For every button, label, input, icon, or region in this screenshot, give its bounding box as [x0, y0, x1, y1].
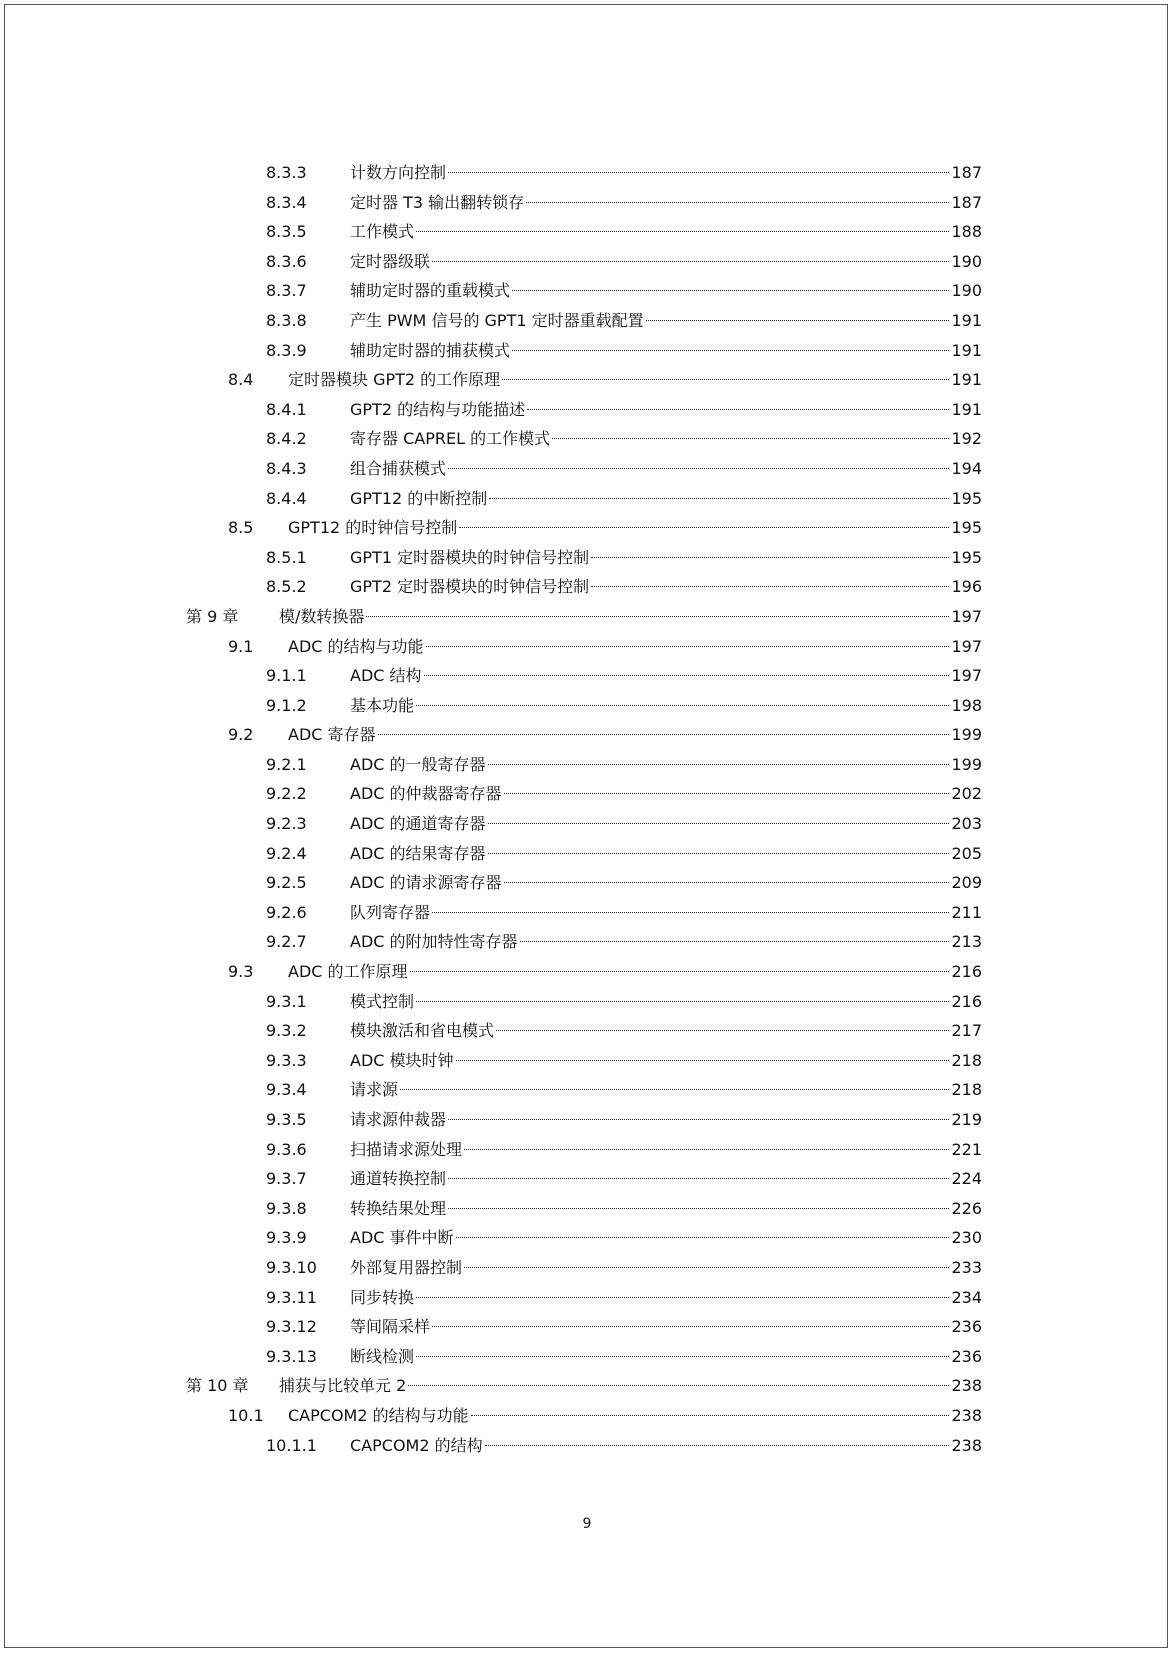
toc-entry-page: 216 [951, 991, 982, 1011]
toc-entry-title: 定时器级联 [350, 251, 431, 271]
toc-entry-page: 194 [951, 458, 982, 478]
toc-entry-page: 197 [951, 606, 982, 626]
page-number: 9 [582, 1516, 592, 1532]
toc-entry-title: GPT12 的时钟信号控制 [288, 518, 458, 538]
toc-entry[interactable] [186, 602, 982, 632]
toc-entry-page: 191 [951, 370, 982, 390]
toc-dot-leader [416, 705, 949, 706]
toc-entry[interactable] [186, 336, 982, 366]
toc-dot-leader [591, 557, 949, 558]
toc-entry-number: 8.3.7 [266, 281, 307, 301]
toc-entry-page: 196 [951, 577, 982, 597]
toc-entry-title: 模式控制 [350, 991, 415, 1011]
toc-dot-leader [456, 1237, 950, 1238]
toc-entry-page: 187 [951, 192, 982, 212]
toc-entry-title: 模/数转换器 [279, 606, 365, 626]
toc-entry-page: 188 [951, 222, 982, 242]
toc-entry-title: ADC 的一般寄存器 [350, 754, 486, 774]
toc-entry[interactable] [186, 247, 982, 277]
toc-entry-number: 第 9 章 [186, 606, 239, 626]
toc-entry-number: 10.1 [228, 1405, 264, 1425]
toc-entry[interactable] [186, 1075, 982, 1105]
toc-dot-leader [488, 853, 950, 854]
toc-entry[interactable] [186, 809, 982, 839]
toc-entry-number: 9.2.2 [266, 784, 307, 804]
toc-entry[interactable] [186, 424, 982, 454]
toc-dot-leader [426, 646, 950, 647]
toc-dot-leader [400, 1089, 949, 1090]
toc-entry-title: 扫描请求源处理 [350, 1139, 463, 1159]
toc-dot-leader [424, 675, 950, 676]
toc-entry-page: 236 [951, 1346, 982, 1366]
toc-entry-number: 9.1.2 [266, 695, 307, 715]
toc-entry-page: 234 [951, 1287, 982, 1307]
toc-entry-page: 190 [951, 281, 982, 301]
toc-dot-leader [432, 1326, 949, 1327]
toc-entry[interactable] [186, 188, 982, 218]
toc-entry[interactable] [186, 395, 982, 425]
toc-dot-leader [646, 320, 950, 321]
toc-entry[interactable] [186, 454, 982, 484]
toc-entry-title: 同步转换 [350, 1287, 415, 1307]
toc-entry-number: 9.3.8 [266, 1198, 307, 1218]
toc-entry-title: ADC 的工作原理 [288, 962, 408, 982]
toc-entry-title: CAPCOM2 的结构 [350, 1435, 483, 1455]
toc-entry[interactable] [186, 927, 982, 957]
toc-entry[interactable] [186, 1401, 982, 1431]
toc-entry-number: 9.3.12 [266, 1317, 317, 1337]
toc-entry-number: 9.3.3 [266, 1050, 307, 1070]
toc-entry[interactable] [186, 1371, 982, 1401]
toc-dot-leader [520, 941, 950, 942]
toc-entry-title: 模块激活和省电模式 [350, 1021, 495, 1041]
toc-entry-number: 8.4.2 [266, 429, 307, 449]
toc-entry-page: 218 [951, 1050, 982, 1070]
toc-entry-number: 9.2.3 [266, 814, 307, 834]
toc-entry-title: 等间隔采样 [350, 1317, 431, 1337]
toc-entry[interactable] [186, 572, 982, 602]
toc-entry-title: ADC 模块时钟 [350, 1050, 454, 1070]
toc-dot-leader [504, 882, 950, 883]
toc-entry-title: 定时器模块 GPT2 的工作原理 [288, 370, 501, 390]
toc-entry[interactable] [186, 839, 982, 869]
toc-entry-number: 9.2.7 [266, 932, 307, 952]
toc-entry-number: 9.3.6 [266, 1139, 307, 1159]
toc-entry-page: 238 [951, 1405, 982, 1425]
toc-entry-number: 9.2.1 [266, 754, 307, 774]
toc-entry-title: ADC 的请求源寄存器 [350, 873, 502, 893]
toc-dot-leader [489, 498, 949, 499]
toc-dot-leader [432, 261, 949, 262]
toc-dot-leader [448, 468, 949, 469]
toc-entry-number: 9.1 [228, 636, 254, 656]
toc-entry-page: 195 [951, 488, 982, 508]
toc-dot-leader [416, 1001, 949, 1002]
toc-dot-leader [502, 379, 949, 380]
toc-dot-leader [448, 172, 949, 173]
table-of-contents [186, 158, 982, 1460]
toc-entry-page: 191 [951, 399, 982, 419]
toc-entry-page: 191 [951, 340, 982, 360]
toc-entry[interactable] [186, 1283, 982, 1313]
toc-entry-title: 请求源 [350, 1080, 399, 1100]
toc-entry[interactable] [186, 1105, 982, 1135]
toc-entry[interactable] [186, 750, 982, 780]
toc-entry-number: 8.4.1 [266, 399, 307, 419]
toc-entry[interactable] [186, 1194, 982, 1224]
toc-dot-leader [464, 1267, 949, 1268]
toc-entry-page: 233 [951, 1257, 982, 1277]
toc-entry-number: 9.3.11 [266, 1287, 317, 1307]
toc-entry-number: 9.3 [228, 962, 254, 982]
toc-entry-number: 9.1.1 [266, 666, 307, 686]
toc-entry[interactable] [186, 661, 982, 691]
toc-entry-page: 187 [951, 163, 982, 182]
toc-entry-number: 9.2.5 [266, 873, 307, 893]
toc-entry-page: 219 [951, 1110, 982, 1129]
toc-dot-leader [408, 1385, 949, 1386]
toc-entry[interactable] [186, 217, 982, 247]
toc-entry-page: 224 [951, 1169, 982, 1189]
toc-entry[interactable] [186, 1135, 982, 1165]
toc-entry-page: 199 [951, 725, 982, 745]
toc-entry[interactable] [186, 720, 982, 750]
toc-entry-title: ADC 的附加特性寄存器 [350, 932, 518, 952]
toc-entry-page: 197 [951, 636, 982, 656]
toc-entry[interactable] [186, 365, 982, 395]
toc-entry-number: 9.2.4 [266, 843, 307, 863]
toc-dot-leader [459, 527, 949, 528]
toc-entry-title: GPT2 定时器模块的时钟信号控制 [350, 577, 590, 597]
toc-entry-page: 226 [951, 1198, 982, 1218]
toc-entry-number: 8.4 [228, 370, 254, 390]
toc-entry-title: ADC 事件中断 [350, 1228, 454, 1248]
toc-entry-title: 辅助定时器的重载模式 [350, 281, 511, 301]
toc-entry-title: 断线检测 [350, 1346, 415, 1366]
toc-entry[interactable] [186, 1431, 982, 1461]
toc-entry-title: 捕获与比较单元 2 [279, 1376, 407, 1396]
toc-dot-leader [552, 438, 949, 439]
toc-entry[interactable] [186, 1342, 982, 1372]
toc-dot-leader [512, 290, 949, 291]
toc-entry-title: 辅助定时器的捕获模式 [350, 340, 511, 360]
toc-dot-leader [410, 971, 950, 972]
toc-entry[interactable] [186, 898, 982, 928]
toc-entry-page: 198 [951, 695, 982, 715]
toc-entry-page: 216 [951, 962, 982, 982]
toc-entry-page: 195 [951, 547, 982, 567]
toc-entry-page: 238 [951, 1376, 982, 1396]
toc-entry-title: GPT12 的中断控制 [350, 488, 488, 508]
toc-dot-leader [485, 1445, 950, 1446]
toc-entry-number: 9.3.10 [266, 1257, 317, 1277]
toc-entry[interactable] [186, 868, 982, 898]
toc-dot-leader [488, 764, 950, 765]
toc-entry-page: 190 [951, 251, 982, 271]
toc-entry-number: 9.3.13 [266, 1346, 317, 1366]
toc-entry-number: 8.3.5 [266, 222, 307, 242]
toc-entry-number: 8.4.4 [266, 488, 307, 508]
toc-entry-page: 238 [951, 1435, 982, 1455]
toc-entry-title: ADC 的仲裁器寄存器 [350, 784, 502, 804]
toc-entry-page: 221 [951, 1139, 982, 1159]
toc-entry-number: 8.4.3 [266, 458, 307, 478]
toc-dot-leader [504, 793, 950, 794]
toc-entry[interactable] [186, 484, 982, 514]
toc-entry-title: 外部复用器控制 [350, 1257, 463, 1277]
toc-entry[interactable] [186, 1046, 982, 1076]
toc-dot-leader [526, 202, 949, 203]
toc-entry[interactable] [186, 158, 982, 188]
toc-dot-leader [527, 409, 949, 410]
toc-entry-title: ADC 的结构与功能 [288, 636, 424, 656]
toc-entry-number: 9.3.9 [266, 1228, 307, 1248]
toc-entry-title: 计数方向控制 [350, 163, 447, 182]
toc-dot-leader [416, 231, 949, 232]
toc-entry[interactable] [186, 543, 982, 573]
toc-entry-number: 8.3.6 [266, 251, 307, 271]
toc-entry-number: 9.3.2 [266, 1021, 307, 1041]
toc-entry-title: 工作模式 [350, 222, 415, 242]
toc-dot-leader [464, 1149, 949, 1150]
toc-dot-leader [456, 1060, 950, 1061]
toc-entry-page: 236 [951, 1317, 982, 1337]
toc-entry-number: 9.3.1 [266, 991, 307, 1011]
toc-entry-page: 199 [951, 754, 982, 774]
toc-dot-leader [432, 912, 949, 913]
toc-entry[interactable] [186, 1312, 982, 1342]
toc-entry-title: ADC 寄存器 [288, 725, 376, 745]
toc-entry[interactable] [186, 987, 982, 1017]
toc-entry-title: 产生 PWM 信号的 GPT1 定时器重载配置 [350, 310, 644, 330]
toc-entry-title: 队列寄存器 [350, 902, 431, 922]
toc-entry-title: 通道转换控制 [350, 1169, 447, 1189]
toc-entry[interactable] [186, 691, 982, 721]
toc-dot-leader [416, 1356, 949, 1357]
toc-dot-leader [448, 1119, 949, 1120]
toc-dot-leader [448, 1178, 949, 1179]
toc-dot-leader [512, 350, 949, 351]
toc-entry-title: ADC 的结果寄存器 [350, 843, 486, 863]
toc-entry[interactable] [186, 632, 982, 662]
toc-entry-page: 197 [951, 666, 982, 686]
toc-entry[interactable] [186, 513, 982, 543]
toc-entry-page: 203 [951, 814, 982, 834]
toc-entry[interactable] [186, 1016, 982, 1046]
toc-entry-page: 191 [951, 310, 982, 330]
toc-entry-page: 195 [951, 518, 982, 538]
toc-dot-leader [366, 616, 949, 617]
toc-entry[interactable] [186, 1223, 982, 1253]
toc-dot-leader [471, 1415, 950, 1416]
toc-entry-number: 8.5 [228, 518, 254, 538]
toc-entry-title: 定时器 T3 输出翻转锁存 [350, 192, 525, 212]
toc-entry-number: 第 10 章 [186, 1376, 249, 1396]
toc-entry-number: 8.3.3 [266, 163, 307, 182]
toc-entry-number: 8.3.4 [266, 192, 307, 212]
toc-entry-number: 9.3.7 [266, 1169, 307, 1189]
toc-entry-page: 211 [951, 902, 982, 922]
toc-entry-number: 8.3.9 [266, 340, 307, 360]
toc-entry-title: 基本功能 [350, 695, 415, 715]
toc-entry-number: 8.3.8 [266, 310, 307, 330]
toc-dot-leader [496, 1030, 949, 1031]
toc-dot-leader [448, 1208, 949, 1209]
toc-dot-leader [416, 1297, 949, 1298]
toc-entry-number: 9.3.4 [266, 1080, 307, 1100]
toc-entry-page: 202 [951, 784, 982, 804]
toc-entry[interactable] [186, 957, 982, 987]
toc-entry[interactable] [186, 306, 982, 336]
toc-dot-leader [488, 823, 950, 824]
toc-dot-leader [591, 586, 949, 587]
toc-entry-title: 请求源仲裁器 [350, 1110, 447, 1129]
toc-entry-title: 组合捕获模式 [350, 458, 447, 478]
toc-entry-title: GPT1 定时器模块的时钟信号控制 [350, 547, 590, 567]
toc-entry-number: 9.2 [228, 725, 254, 745]
toc-dot-leader [378, 734, 950, 735]
toc-entry[interactable] [186, 276, 982, 306]
toc-entry-number: 8.5.1 [266, 547, 307, 567]
toc-entry-title: ADC 的通道寄存器 [350, 814, 486, 834]
toc-entry-number: 8.5.2 [266, 577, 307, 597]
toc-entry-title: 寄存器 CAPREL 的工作模式 [350, 429, 551, 449]
toc-entry-page: 205 [951, 843, 982, 863]
toc-entry-page: 213 [951, 932, 982, 952]
toc-entry-title: 转换结果处理 [350, 1198, 447, 1218]
toc-entry-number: 10.1.1 [266, 1435, 317, 1455]
toc-entry-number: 9.2.6 [266, 902, 307, 922]
toc-entry-page: 192 [951, 429, 982, 449]
toc-entry-number: 9.3.5 [266, 1110, 307, 1129]
toc-entry-title: GPT2 的结构与功能描述 [350, 399, 526, 419]
toc-entry[interactable] [186, 1164, 982, 1194]
toc-entry[interactable] [186, 1253, 982, 1283]
toc-entry-page: 218 [951, 1080, 982, 1100]
toc-entry-title: CAPCOM2 的结构与功能 [288, 1405, 469, 1425]
toc-entry-title: ADC 结构 [350, 666, 422, 686]
toc-entry[interactable] [186, 779, 982, 809]
toc-entry-page: 209 [951, 873, 982, 893]
toc-entry-page: 230 [951, 1228, 982, 1248]
toc-entry-page: 217 [951, 1021, 982, 1041]
